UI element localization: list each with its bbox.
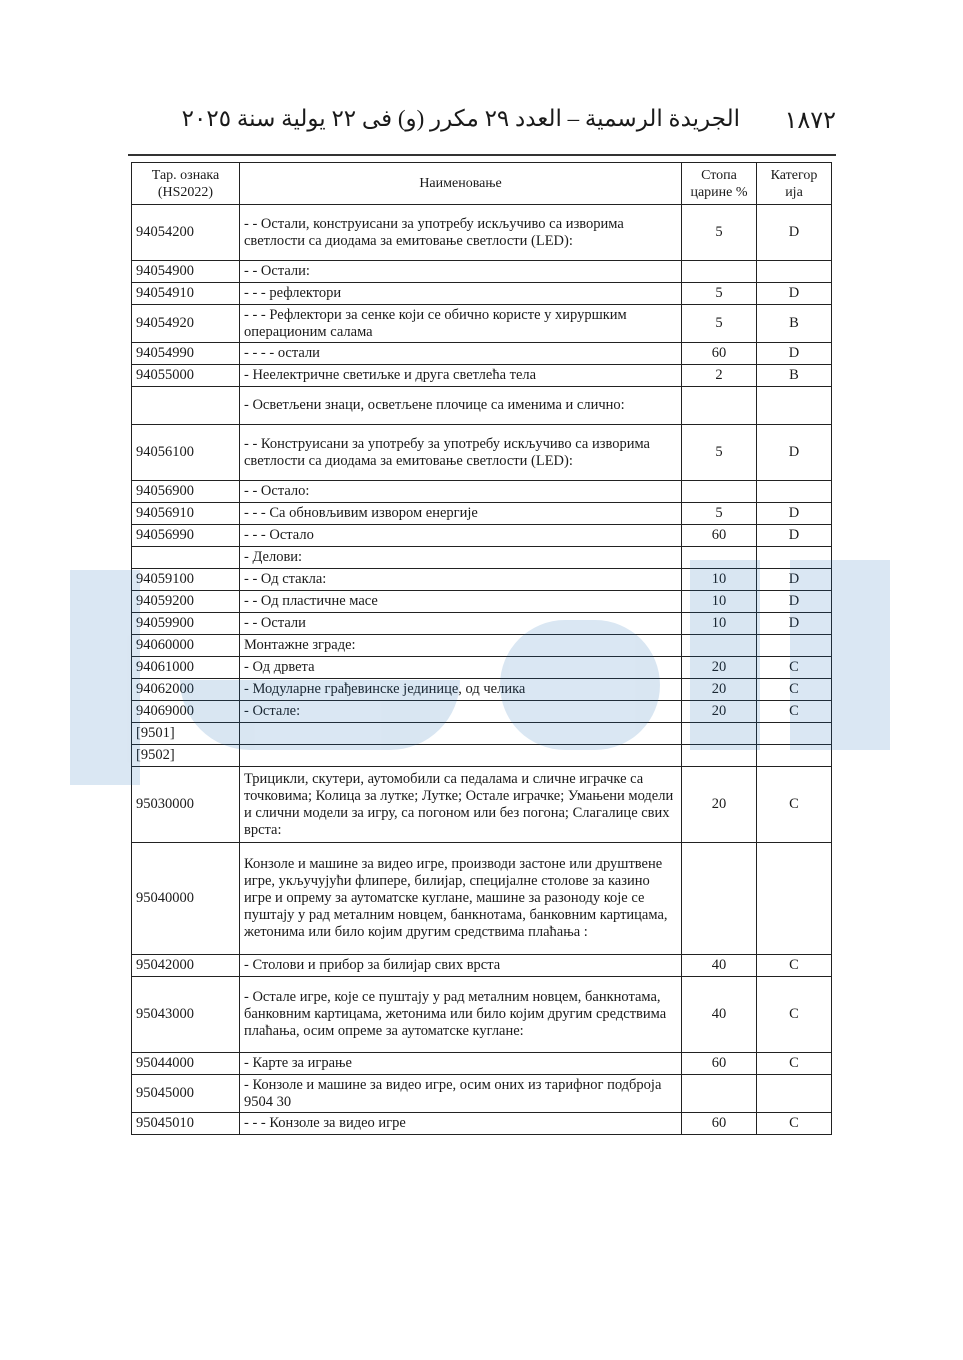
duty-rate-cell: 10: [682, 569, 757, 591]
tariff-code-cell: 94056900: [132, 481, 240, 503]
tariff-code-cell: 94059200: [132, 591, 240, 613]
tariff-code-cell: 94059900: [132, 613, 240, 635]
category-cell: B: [757, 365, 832, 387]
table-row: [132, 283, 832, 305]
category-cell: [757, 261, 832, 283]
category-cell: D: [757, 343, 832, 365]
duty-rate-cell: [682, 723, 757, 745]
description-cell: - - Конструисани за употребу за употребу искључиво са изворима светлости са диодама за емитовање светлости (LED):: [240, 425, 682, 481]
header-name: Наименовање: [240, 163, 682, 205]
header-rate: Стопа царине %: [682, 163, 757, 205]
tariff-code-cell: 94055000: [132, 365, 240, 387]
category-cell: D: [757, 591, 832, 613]
table-row: [132, 657, 832, 679]
duty-rate-cell: [682, 547, 757, 569]
duty-rate-cell: 5: [682, 283, 757, 305]
table-row: [132, 955, 832, 977]
tariff-code-cell: 94056100: [132, 425, 240, 481]
table-row: [132, 591, 832, 613]
table-row: [132, 1113, 832, 1135]
category-cell: D: [757, 503, 832, 525]
gazette-title: الجريدة الرسمية – العدد ٢٩ مكرر (و) فى ٢٢ يولية سنة ٢٠٢٥: [181, 106, 740, 131]
tariff-code-cell: 94054200: [132, 205, 240, 261]
duty-rate-cell: 20: [682, 767, 757, 843]
description-cell: - - Од стакла:: [240, 569, 682, 591]
tariff-code-cell: 94054900: [132, 261, 240, 283]
description-cell: - - Остали:: [240, 261, 682, 283]
table-row: [132, 503, 832, 525]
category-cell: D: [757, 613, 832, 635]
category-cell: D: [757, 205, 832, 261]
tariff-code-cell: 94062000: [132, 679, 240, 701]
table-row: [132, 1075, 832, 1113]
description-cell: - - Од пластичне масе: [240, 591, 682, 613]
tariff-code-cell: 95044000: [132, 1053, 240, 1075]
duty-rate-cell: 40: [682, 955, 757, 977]
category-cell: C: [757, 955, 832, 977]
table-row: [132, 569, 832, 591]
header-code: Тар. ознака (HS2022): [132, 163, 240, 205]
category-cell: [757, 1075, 832, 1113]
duty-rate-cell: [682, 481, 757, 503]
tariff-code-cell: 94054910: [132, 283, 240, 305]
tariff-code-cell: 95040000: [132, 843, 240, 955]
category-cell: C: [757, 1053, 832, 1075]
description-cell: [240, 745, 682, 767]
tariff-code-cell: 94060000: [132, 635, 240, 657]
tariff-code-cell: 95045010: [132, 1113, 240, 1135]
description-cell: - Остале:: [240, 701, 682, 723]
table-row: [132, 343, 832, 365]
duty-rate-cell: 60: [682, 343, 757, 365]
description-cell: - - Остали, конструисани за употребу искључиво са изворима светлости са диодама за емитовање светлости (LED):: [240, 205, 682, 261]
table-row: [132, 977, 832, 1053]
table-row: [132, 843, 832, 955]
description-cell: [240, 723, 682, 745]
category-cell: C: [757, 767, 832, 843]
table-row: [132, 745, 832, 767]
category-cell: D: [757, 525, 832, 547]
header-divider: [128, 154, 836, 156]
page-number: ١٨٧٢: [784, 108, 836, 134]
duty-rate-cell: 10: [682, 613, 757, 635]
table-row: [132, 1053, 832, 1075]
category-cell: B: [757, 305, 832, 343]
table-row: [132, 205, 832, 261]
table-row: [132, 261, 832, 283]
description-cell: - Конзоле и машине за видео игре, осим оних из тарифног подброја 9504 30: [240, 1075, 682, 1113]
tariff-code-cell: 95043000: [132, 977, 240, 1053]
table-row: [132, 723, 832, 745]
duty-rate-cell: [682, 843, 757, 955]
tariff-code-cell: [132, 387, 240, 425]
page-header: [128, 104, 836, 144]
duty-rate-cell: 5: [682, 305, 757, 343]
description-cell: - - - Конзоле за видео игре: [240, 1113, 682, 1135]
category-cell: D: [757, 283, 832, 305]
table-row: [132, 547, 832, 569]
description-cell: - Модуларне грађевинске јединице, од челика: [240, 679, 682, 701]
tariff-code-cell: [9502]: [132, 745, 240, 767]
duty-rate-cell: [682, 387, 757, 425]
table-row: [132, 525, 832, 547]
duty-rate-cell: 60: [682, 1113, 757, 1135]
category-cell: C: [757, 657, 832, 679]
table-row: [132, 679, 832, 701]
category-cell: [757, 481, 832, 503]
tariff-code-cell: 95030000: [132, 767, 240, 843]
tariff-code-cell: 95042000: [132, 955, 240, 977]
tariff-code-cell: [9501]: [132, 723, 240, 745]
description-cell: - - Остали: [240, 613, 682, 635]
description-cell: - Неелектричне светиљке и друга светлећа тела: [240, 365, 682, 387]
tariff-code-cell: 94056990: [132, 525, 240, 547]
table-row: [132, 425, 832, 481]
table-header-row: [132, 163, 832, 205]
duty-rate-cell: 5: [682, 425, 757, 481]
duty-rate-cell: 60: [682, 525, 757, 547]
table-row: [132, 481, 832, 503]
table-row: [132, 305, 832, 343]
tariff-code-cell: 94054920: [132, 305, 240, 343]
duty-rate-cell: 5: [682, 503, 757, 525]
duty-rate-cell: [682, 261, 757, 283]
category-cell: C: [757, 977, 832, 1053]
description-cell: - Карте за играње: [240, 1053, 682, 1075]
duty-rate-cell: [682, 745, 757, 767]
category-cell: [757, 635, 832, 657]
description-cell: - Од дрвета: [240, 657, 682, 679]
table-row: [132, 613, 832, 635]
tariff-code-cell: 94061000: [132, 657, 240, 679]
duty-rate-cell: 40: [682, 977, 757, 1053]
table-body: [132, 205, 832, 1135]
tariff-table: [131, 162, 832, 1135]
tariff-code-cell: 94056910: [132, 503, 240, 525]
description-cell: - - - - остали: [240, 343, 682, 365]
description-cell: - Осветљени знаци, осветљене плочице са именима и слично:: [240, 387, 682, 425]
description-cell: - - - Остало: [240, 525, 682, 547]
table-row: [132, 767, 832, 843]
tariff-code-cell: 94059100: [132, 569, 240, 591]
duty-rate-cell: 10: [682, 591, 757, 613]
tariff-code-cell: 94069000: [132, 701, 240, 723]
category-cell: C: [757, 701, 832, 723]
description-cell: Трицикли, скутери, аутомобили са педалама и сличне играчке са точковима; Колица за лутке; Лутке; Остале играчке; Умањени модели и слични модели за игру, са погоном или без погона; Слагалице свих врста:: [240, 767, 682, 843]
duty-rate-cell: 60: [682, 1053, 757, 1075]
description-cell: - Делови:: [240, 547, 682, 569]
header-category: Категор ија: [757, 163, 832, 205]
description-cell: - - - Са обновљивим извором енергије: [240, 503, 682, 525]
tariff-code-cell: [132, 547, 240, 569]
category-cell: [757, 387, 832, 425]
description-cell: - - Остало:: [240, 481, 682, 503]
description-cell: Монтажне зграде:: [240, 635, 682, 657]
category-cell: C: [757, 679, 832, 701]
duty-rate-cell: 20: [682, 679, 757, 701]
duty-rate-cell: 20: [682, 657, 757, 679]
table-row: [132, 387, 832, 425]
duty-rate-cell: [682, 635, 757, 657]
duty-rate-cell: [682, 1075, 757, 1113]
description-cell: - - - рефлектори: [240, 283, 682, 305]
duty-rate-cell: 20: [682, 701, 757, 723]
duty-rate-cell: 2: [682, 365, 757, 387]
tariff-code-cell: 94054990: [132, 343, 240, 365]
category-cell: D: [757, 425, 832, 481]
duty-rate-cell: 5: [682, 205, 757, 261]
tariff-code-cell: 95045000: [132, 1075, 240, 1113]
description-cell: - Столови и прибор за билијар свих врста: [240, 955, 682, 977]
description-cell: Конзоле и машине за видео игре, производи застоне или друштвене игре, укључујући флипере, билијар, специјалне столове за казино игре и опрему за аутоматске куглане, машине за разоноду које се пуштају у рад металним новцем, банкнотама, банковним картицама, жетонима или било којим другим средствима плаћања :: [240, 843, 682, 955]
category-cell: D: [757, 569, 832, 591]
category-cell: [757, 843, 832, 955]
table-row: [132, 701, 832, 723]
category-cell: [757, 745, 832, 767]
description-cell: - Остале игре, које се пуштају у рад металним новцем, банкнотама, банковним картицама, жетонима или било којим другим средствима плаћања, осим опреме за аутоматске куглане:: [240, 977, 682, 1053]
description-cell: - - - Рефлектори за сенке који се обично користе у хируршким операционим салама: [240, 305, 682, 343]
category-cell: [757, 547, 832, 569]
table-row: [132, 365, 832, 387]
category-cell: [757, 723, 832, 745]
table-row: [132, 635, 832, 657]
category-cell: C: [757, 1113, 832, 1135]
